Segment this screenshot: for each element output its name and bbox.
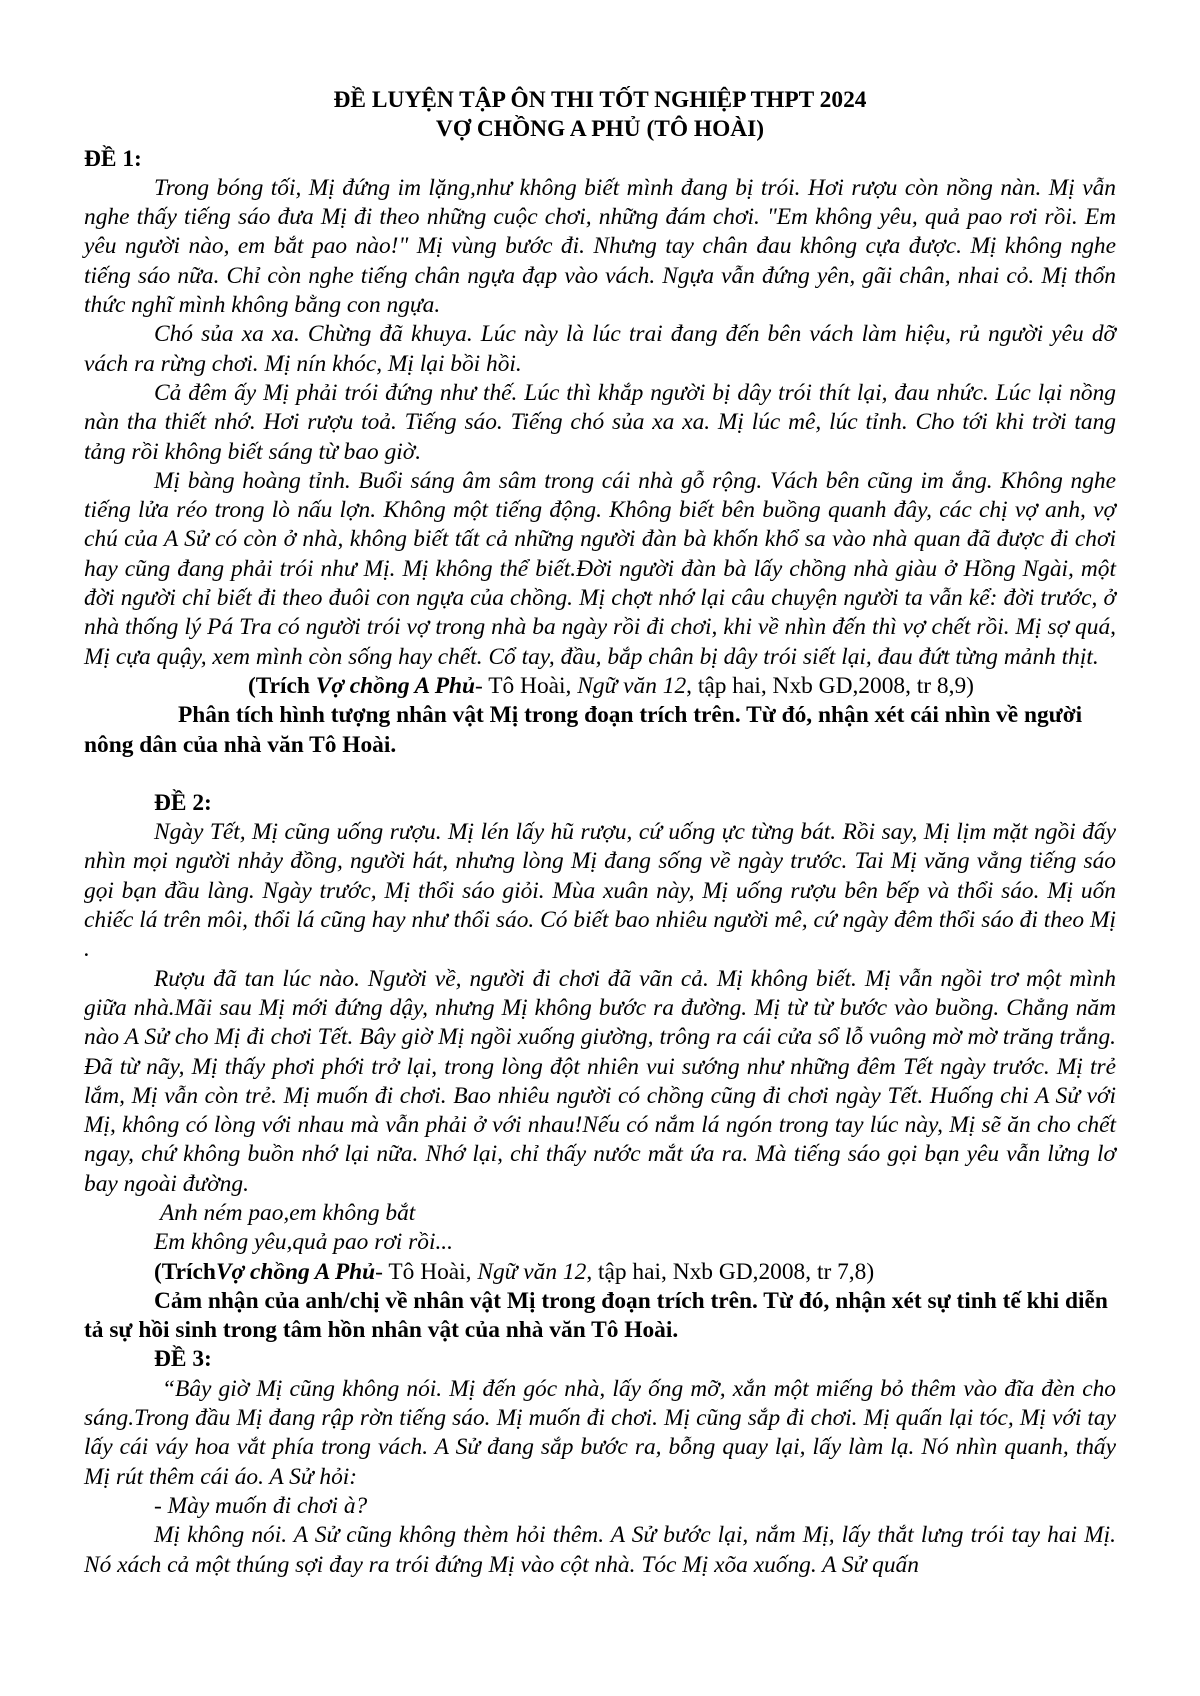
de1-cite-open: (Trích <box>248 672 316 699</box>
de2-task-line-1: Cảm nhận của anh/chị về nhân vật Mị trong đoạn trích trên. Từ đó, nhận xét sự tinh tế khi diễn <box>154 1287 1108 1314</box>
de3-paragraph-2: Mị không nói. A Sử cũng không thèm hỏi thêm. A Sử bước lại, nắm Mị, lấy thắt lưng trói tay hai Mị. Nó xách cả một thúng sợi đay ra trói đứng Mị vào cột nhà. Tóc Mị xõa xuống. A Sử quấn <box>84 1522 1116 1578</box>
de1-citation <box>84 672 1116 701</box>
de1-paragraph-2: Chó sủa xa xa. Chừng đã khuya. Lúc này là lúc trai đang đến bên vách làm hiệu, rủ người yêu dỡ vách ra rừng chơi. Mị nín khóc, Mị lại bồi hồi. <box>84 321 1116 377</box>
document-title-line-1: ĐỀ LUYỆN TẬP ÔN THI TỐT NGHIỆP THPT 2024 <box>333 87 867 113</box>
de2-cite-book: Ngữ văn 12 <box>477 1258 587 1285</box>
de1-cite-work: Vợ chồng A Phủ <box>315 672 476 699</box>
de2-cite-rest: , tập hai, Nxb GD,2008, tr 7,8) <box>586 1258 875 1285</box>
section-label-de2: ĐỀ 2: <box>154 789 212 816</box>
de1-task-line-1: Phân tích hình tượng nhân vật Mị trong đoạn trích trên. Từ đó, nhận xét cái nhìn về người <box>178 702 1083 729</box>
de3-dialogue-line: - Mày muốn đi chơi à? <box>154 1492 368 1519</box>
de2-cite-work: Vợ chồng A Phủ <box>215 1258 376 1285</box>
de1-task-line-2: nông dân của nhà văn Tô Hoài. <box>84 731 397 758</box>
de2-cite-open: (Trích <box>154 1258 216 1285</box>
de1-cite-book: Ngữ văn 12 <box>577 672 687 699</box>
de1-paragraph-1: Trong bóng tối, Mị đứng im lặng,như không biết mình đang bị trói. Hơi rượu còn nồng nàn. Mị vẫn nghe thấy tiếng sáo đưa Mị đi theo những cuộc chơi, những đám chơi. "Em không yêu, quả pao rơi rồi. Em yêu người nào, em bắt pao nào!" Mị vùng bước đi. Nhưng tay chân đau không cựa được. Mị không nghe tiếng sáo nữa. Chỉ còn nghe tiếng chân ngựa đạp vào vách. Ngựa vẫn đứng yên, gãi chân, nhai cỏ. Mị thổn thức nghĩ mình không bằng con ngựa. <box>84 174 1116 319</box>
section-label-de3: ĐỀ 3: <box>154 1346 212 1373</box>
section-spacer <box>84 760 1116 789</box>
section-label-de1: ĐỀ 1: <box>84 145 142 172</box>
de1-cite-rest: , tập hai, Nxb GD,2008, tr 8,9) <box>686 672 974 699</box>
de2-cite-author: - Tô Hoài, <box>375 1258 478 1285</box>
de3-paragraph-1: “Bây giờ Mị cũng không nói. Mị đến góc nhà, lấy ống mỡ, xắn một miếng bỏ thêm vào đĩa đèn cho sáng.Trong đầu Mị đang rập rờn tiếng sáo. Mị muốn đi chơi. Mị cũng sắp đi chơi. Mị quấn lại tóc, Mị với tay lấy cái váy hoa vắt phía trong vách. A Sử đang sắp bước ra, bỗng quay lại, lấy làm lạ. Nó nhìn quanh, thấy Mị rút thêm cái áo. A Sử hỏi: <box>84 1375 1116 1490</box>
de2-citation <box>84 1258 1116 1287</box>
de1-cite-author: - Tô Hoài, <box>475 672 578 699</box>
de2-paragraph-1: Ngày Tết, Mị cũng uống rượu. Mị lén lấy hũ rượu, cứ uống ực từng bát. Rồi say, Mị lịm mặt ngồi đấy nhìn mọi người nhảy đồng, người hát, nhưng lòng Mị đang sống về ngày trước. Tai Mị văng vẳng tiếng sáo gọi bạn đầu làng. Ngày trước, Mị thổi sáo giỏi. Mùa xuân này, Mị uống rượu bên bếp và thổi sáo. Mị uốn chiếc lá trên môi, thổi lá cũng hay như thổi sáo. Có biết bao nhiêu người mê, cứ ngày đêm thổi sáo đi theo Mị . <box>84 819 1116 963</box>
de2-verse-line-2: Em không yêu,quả pao rơi rồi... <box>154 1229 453 1256</box>
de2-task-line-2: tả sự hồi sinh trong tâm hồn nhân vật của nhà văn Tô Hoài. <box>84 1317 679 1344</box>
de2-verse-line-1: Anh ném pao,em không bắt <box>160 1199 416 1226</box>
document-title-line-2: VỢ CHỒNG A PHỦ (TÔ HOÀI) <box>435 116 765 143</box>
de2-paragraph-2: Rượu đã tan lúc nào. Người về, người đi chơi đã vãn cả. Mị không biết. Mị vẫn ngồi trơ một mình giữa nhà.Mãi sau Mị mới đứng dậy, nhưng Mị không bước ra đường. Mị từ từ bước vào buồng. Chẳng năm nào A Sử cho Mị đi chơi Tết. Bây giờ Mị ngồi xuống giường, trông ra cái cửa sổ lỗ vuông mờ mờ trăng trắng. Đã từ nãy, Mị thấy phơi phới trở lại, trong lòng đột nhiên vui sướng như những đêm Tết ngày trước. Mị trẻ lắm, Mị vẫn còn trẻ. Mị muốn đi chơi. Bao nhiêu người có chồng cũng đi chơi ngày Tết. Huống chi A Sử với Mị, không có lòng với nhau mà vẫn phải ở với nhau!Nếu có nắm lá ngón trong tay lúc này, Mị sẽ ăn cho chết ngay, chứ không buồn nhớ lại nữa. Nhớ lại, chỉ thấy nước mắt ứa ra. Mà tiếng sáo gọi bạn yêu vẫn lửng lơ bay ngoài đường. <box>84 965 1116 1197</box>
de1-paragraph-4: Mị bàng hoàng tỉnh. Buổi sáng âm sâm trong cái nhà gỗ rộng. Vách bên cũng im ắng. Không nghe tiếng lửa réo trong lò nấu lợn. Không một tiếng động. Không biết bên buồng quanh đây, các chị vợ anh, vợ chú của A Sử có còn ở nhà, không biết tất cả những người đàn bà khốn khổ sa vào nhà quan đã được đi chơi hay cũng đang phải trói như Mị. Mị không thể biết.Đời người đàn bà lấy chồng nhà giàu ở Hồng Ngài, một đời người chỉ biết đi theo đuôi con ngựa của chồng. Mị chợt nhớ lại câu chuyện người ta vẫn kể: đời trước, ở nhà thống lý Pá Tra có người trói vợ trong nhà ba ngày rồi đi chơi, khi về nhìn đến thì vợ chết rồi. Mị sợ quá, Mị cựa quậy, xem mình còn sống hay chết. Cổ tay, đầu, bắp chân bị dây trói siết lại, đau đứt từng mảnh thịt. <box>84 467 1116 670</box>
de1-paragraph-3: Cả đêm ấy Mị phải trói đứng như thế. Lúc thì khắp người bị dây trói thít lại, đau nhức. Lúc lại nồng nàn tha thiết nhớ. Hơi rượu toả. Tiếng sáo. Tiếng chó sủa xa xa. Mị lúc mê, lúc tỉnh. Cho tới khi trời tang tảng rồi không biết sáng từ bao giờ. <box>84 379 1116 465</box>
